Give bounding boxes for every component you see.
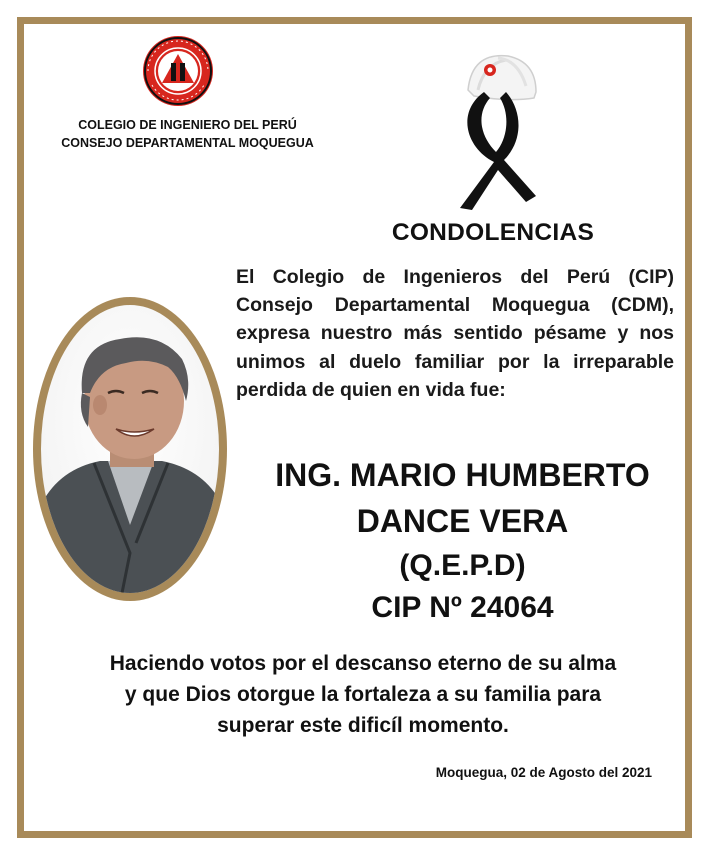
deceased-name-line1: ING. MARIO HUMBERTO bbox=[275, 457, 650, 493]
org-name-line1: COLEGIO DE INGENIERO DEL PERÚ bbox=[78, 118, 297, 132]
mourning-ribbon-icon bbox=[438, 50, 548, 215]
hard-hat-icon bbox=[468, 56, 536, 100]
cip-logo bbox=[142, 35, 214, 107]
cip-number: CIP Nº 24064 bbox=[371, 591, 554, 624]
closing-line3: superar este dificíl momento. bbox=[217, 714, 509, 737]
closing-line1: Haciendo votos por el descanso eterno de su alma bbox=[109, 652, 617, 675]
portrait-photo bbox=[30, 293, 230, 606]
place-date: Moquegua, 02 de Agosto del 2021 bbox=[435, 765, 652, 780]
qepd-label: (Q.E.P.D) bbox=[399, 549, 526, 582]
deceased-name-line2: DANCE VERA bbox=[356, 503, 569, 539]
closing-line2: y que Dios otorgue la fortaleza a su familia para bbox=[124, 683, 602, 706]
org-name-line2: CONSEJO DEPARTAMENTAL MOQUEGUA bbox=[61, 136, 314, 150]
condolences-title: CONDOLENCIAS bbox=[391, 219, 595, 246]
condolence-message: El Colegio de Ingenieros del Perú (CIP) Consejo Departamental Moquegua (CDM), expresa nuestro más sentido pésame y nos unimos al duelo familiar por la irreparable perdida de quien en vida fue: bbox=[236, 266, 674, 401]
